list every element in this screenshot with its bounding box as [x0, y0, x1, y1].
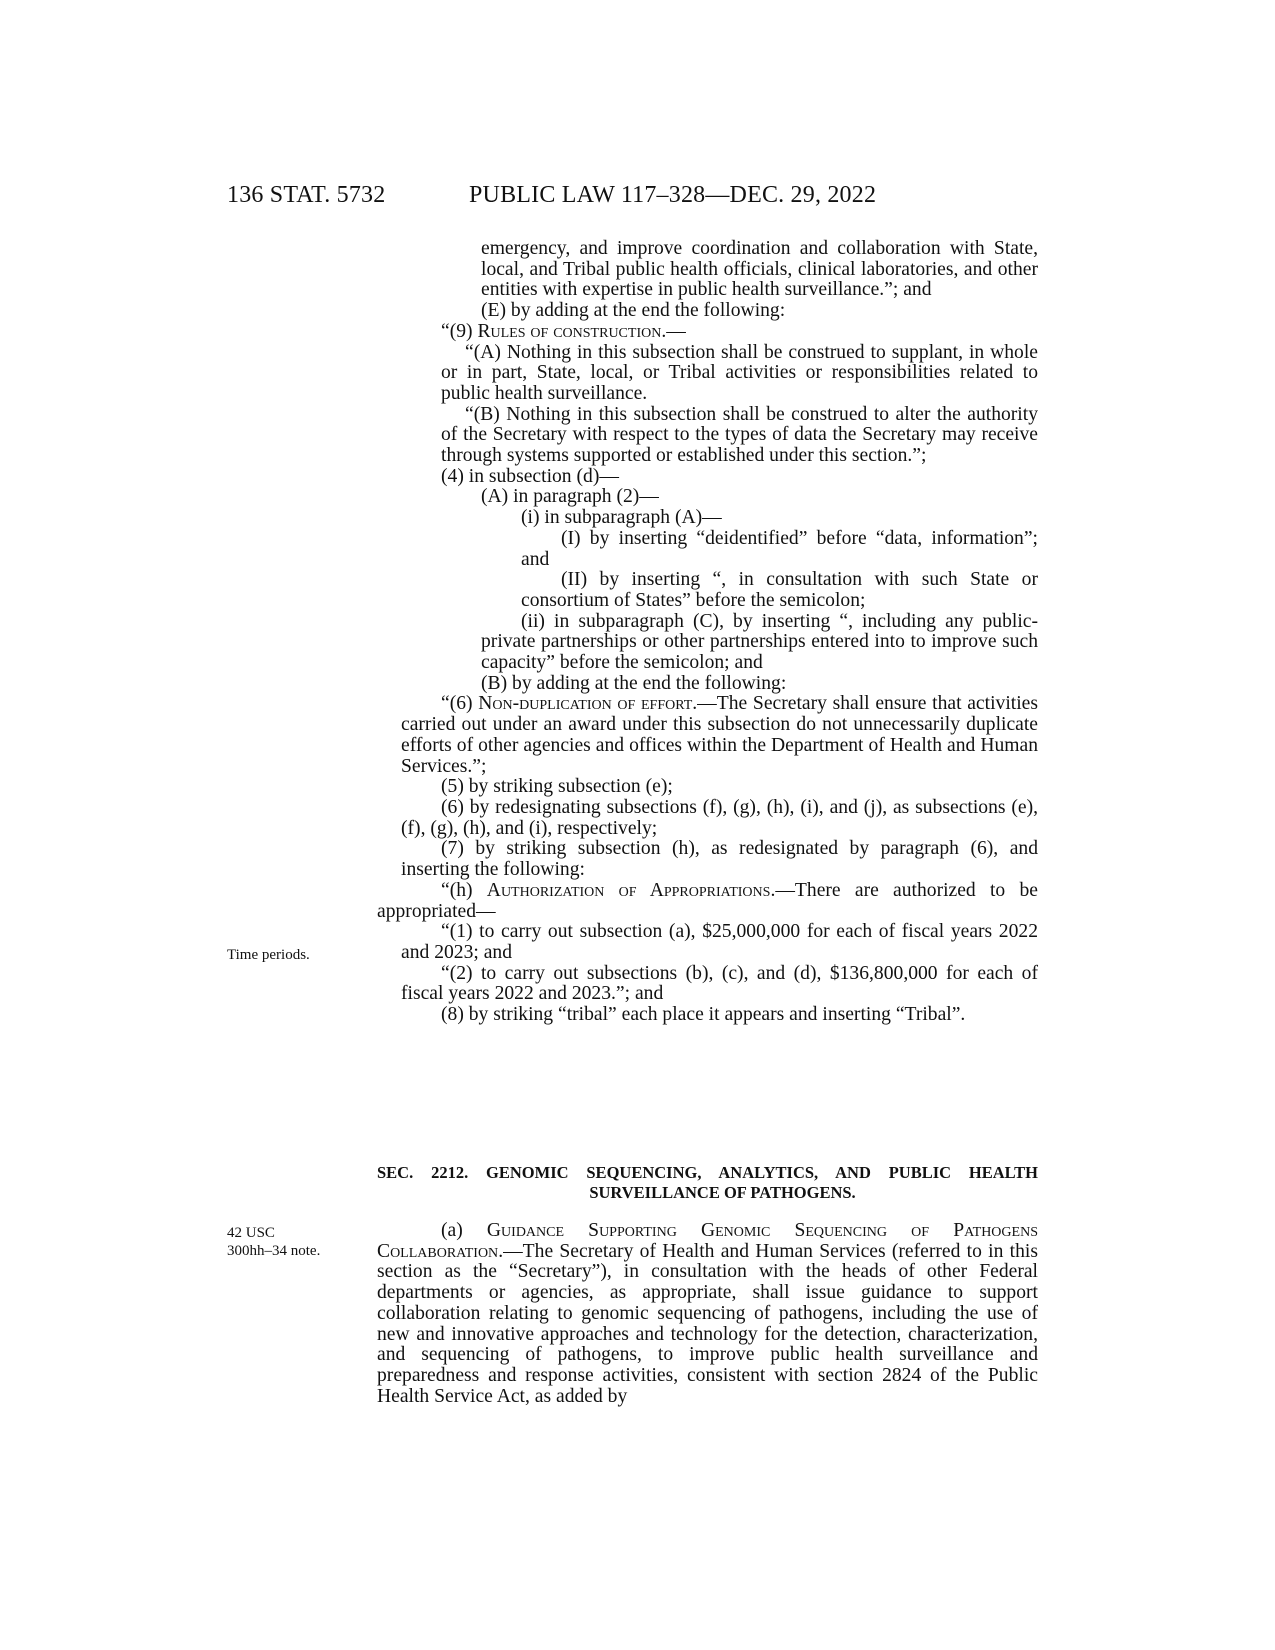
paragraph: “(B) Nothing in this subsection shall be construed to alter the authority of the Secretary with respect to the types of data the Secretary may receive through systems supported or established under this section.”; — [441, 403, 1038, 467]
margin-note-line: 42 USC — [227, 1225, 275, 1241]
margin-note-time-periods: Time periods. — [227, 947, 310, 963]
paragraph: emergency, and improve coordination and collaboration with State, local, and Tribal public health officials, clinical laboratories, and other entities with expertise in public health surveillance.”; and — [481, 238, 1038, 301]
document-body — [377, 239, 1038, 1026]
paragraph: (4) in subsection (d)— — [441, 465, 619, 487]
section-heading — [377, 1163, 1038, 1203]
page-citation: 136 STAT. 5732 — [227, 182, 386, 208]
paragraph: (II) by inserting “, in consultation with such State or consortium of States” before the semicolon; — [521, 569, 1038, 611]
paragraph: (ii) in subparagraph (C), by inserting “, including any public-private partnerships or other partnerships entered into to improve such capacity” before the semicolon; and — [481, 610, 1038, 674]
paragraph: “(1) to carry out subsection (a), $25,000,000 for each of fiscal years 2022 and 2023; and — [401, 921, 1038, 963]
paragraph: (8) by striking “tribal” each place it appears and inserting “Tribal”. — [441, 1004, 966, 1026]
paragraph: (E) by adding at the end the following: — [481, 300, 786, 322]
margin-note-line: 300hh–34 note. — [227, 1243, 321, 1259]
paragraph: “(6) Non-duplication of effort.—The Secretary shall ensure that activities carried out under an award under this subsection do not unnecessarily duplicate efforts of other agencies and offices within the Department of Health and Human Services.”; — [401, 693, 1038, 777]
paragraph: (I) by inserting “deidentified” before “data, information”; and — [521, 527, 1038, 570]
paragraph: (B) by adding at the end the following: — [481, 672, 787, 694]
paragraph: (A) in paragraph (2)— — [481, 486, 659, 508]
section-body — [377, 1221, 1038, 1407]
paragraph: “(2) to carry out subsections (b), (c), and (d), $136,800,000 for each of fiscal years 2022 and 2023.”; and — [401, 962, 1038, 1005]
paragraph: (a) Guidance Supporting Genomic Sequencing of Pathogens Collaboration.—The Secretary of Health and Human Services (referred to in this section as the “Secretary”), in consultation with the heads of other Federal departments or agencies, as appropriate, shall issue guidance to support collaboration relating to genomic sequencing of pathogens, including the use of new and innovative approaches and technology for the detection, characterization, and sequencing of pathogens, to improve public health surveillance and preparedness and response activities, consistent with section 2824 of the Public Health Service Act, as added by — [377, 1220, 1038, 1407]
paragraph-heading: “(9) Rules of construction.— — [441, 320, 686, 342]
paragraph: (7) by striking subsection (h), as redesignated by paragraph (6), and inserting the following: — [401, 838, 1038, 881]
paragraph: “(A) Nothing in this subsection shall be construed to supplant, in whole or in part, State, local, or Tribal activities or responsibilities related to public health surveillance. — [441, 341, 1038, 404]
margin-note-usc — [227, 1224, 320, 1260]
section-heading-line: SURVEILLANCE OF PATHOGENS. — [589, 1183, 856, 1202]
paragraph: (6) by redesignating subsections (f), (g), (h), (i), and (j), as subsections (e), (f), (g), (h), and (i), respectively; — [401, 796, 1038, 839]
paragraph: (i) in subparagraph (A)— — [521, 507, 722, 529]
paragraph: (5) by striking subsection (e); — [441, 776, 673, 798]
section-heading-line: SEC. 2212. GENOMIC SEQUENCING, ANALYTICS, AND PUBLIC HEALTH — [377, 1163, 1038, 1182]
paragraph: “(h) Authorization of Appropriations.—There are authorized to be appropriated— — [377, 879, 1038, 922]
page-header-title: PUBLIC LAW 117–328—DEC. 29, 2022 — [469, 182, 877, 208]
